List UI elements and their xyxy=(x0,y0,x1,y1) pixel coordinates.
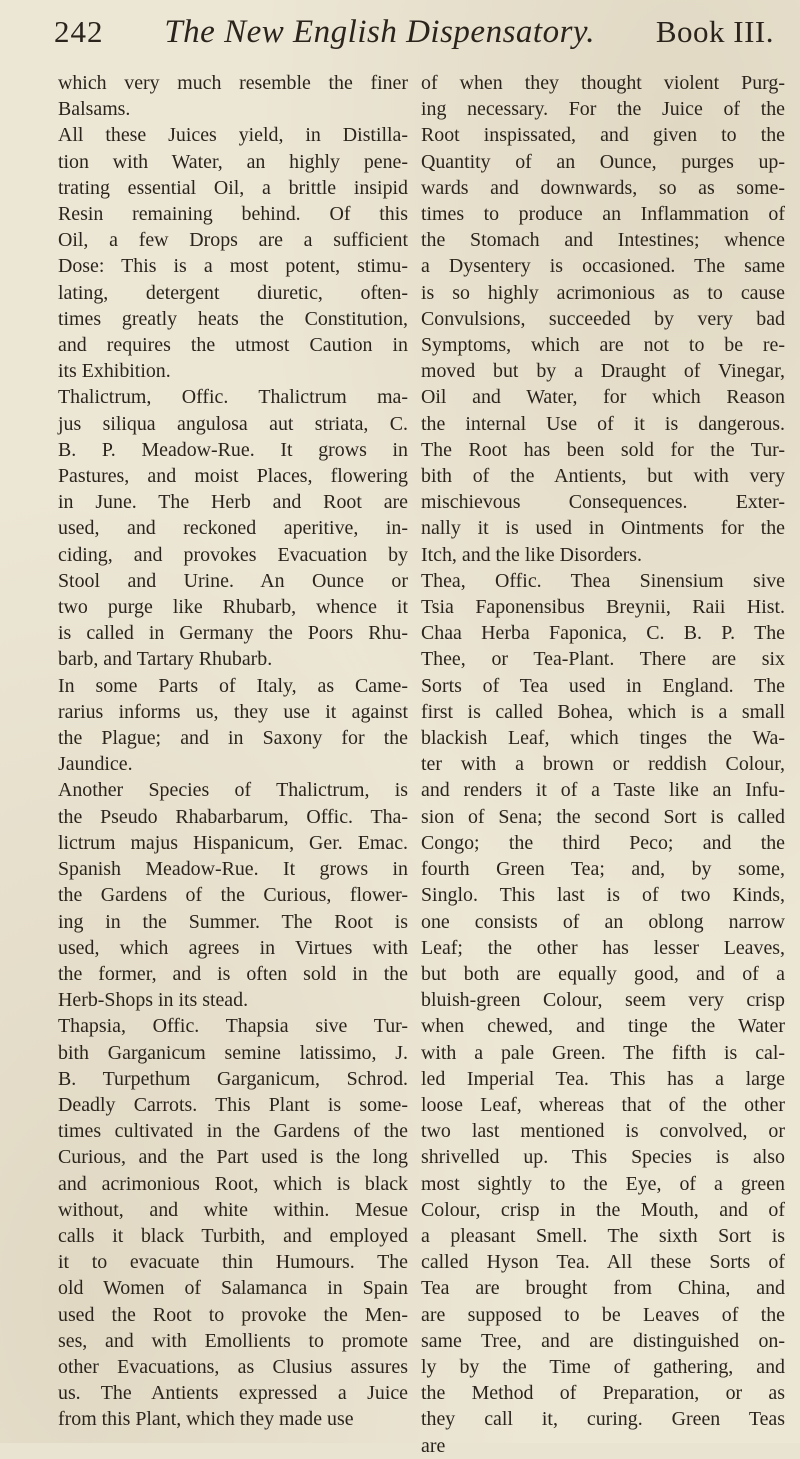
text-line: Dose: This is a most potent, stimu- xyxy=(58,255,408,278)
text-line: Colour, crisp in the Mouth, and of xyxy=(421,1198,785,1221)
text-line: of when they thought violent Purg- xyxy=(421,72,785,94)
text-line: calls it black Turbith, and employed xyxy=(58,1224,408,1247)
text-line: two purge like Rhubarb, whence it xyxy=(58,596,408,619)
text-line: wards and downwards, so as some- xyxy=(421,176,785,199)
text-line: are supposed to be Leaves of the xyxy=(421,1303,785,1326)
text-line: us. The Antients expressed a Juice xyxy=(58,1382,408,1405)
text-line: led Imperial Tea. This has a large xyxy=(421,1067,785,1090)
text-line: ter with a brown or reddish Colour, xyxy=(421,753,785,776)
text-line: ses, and with Emollients to promote xyxy=(58,1329,408,1352)
text-line: fourth Green Tea; and, by some, xyxy=(421,858,785,881)
text-line: Sorts of Tea used in England. The xyxy=(421,674,785,697)
text-line: times greatly heats the Constitution, xyxy=(58,307,408,330)
text-line: and renders it of a Taste like an Infu- xyxy=(421,779,785,802)
text-line: jus siliqua angulosa aut striata, C. xyxy=(58,412,408,435)
text-line: but both are equally good, and of a xyxy=(421,962,785,985)
text-line: are xyxy=(421,1434,446,1457)
text-line: and requires the utmost Caution in xyxy=(58,334,408,357)
text-line: ciding, and provokes Evacuation by xyxy=(58,543,408,566)
text-line: times to produce an Inflammation of xyxy=(421,203,785,226)
text-line: Thee, or Tea-Plant. There are six xyxy=(421,648,785,671)
text-line: trating essential Oil, a brittle insipid xyxy=(58,176,408,199)
text-line: a Dysentery is occasioned. The same xyxy=(421,255,785,278)
text-line: sion of Sena; the second Sort is called xyxy=(421,805,785,828)
text-line: ly by the Time of gathering, and xyxy=(421,1355,785,1378)
text-line: In some Parts of Italy, as Came- xyxy=(58,674,408,697)
text-line: Root inspissated, and given to the xyxy=(421,124,785,147)
text-line: lictrum majus Hispanicum, Ger. Emac. xyxy=(58,831,408,854)
text-line: Balsams. xyxy=(58,98,131,121)
text-line: most sightly to the Eye, of a green xyxy=(421,1172,785,1195)
text-line: is called in Germany the Poors Rhu- xyxy=(58,622,408,645)
text-line: the internal Use of it is dangerous. xyxy=(421,412,785,435)
text-line: Congo; the third Peco; and the xyxy=(421,831,785,854)
text-line: Thea, Offic. Thea Sinensium sive xyxy=(421,569,785,592)
text-line: same Tree, and are distinguished on- xyxy=(421,1329,785,1352)
text-line: bluish-green Colour, seem very crisp xyxy=(421,989,785,1012)
text-line: The Root has been sold for the Tur- xyxy=(421,438,785,461)
text-line: B. Turpethum Garganicum, Schrod. xyxy=(58,1067,408,1090)
text-line: Pastures, and moist Places, flowering xyxy=(58,465,408,488)
book-number: Book III. xyxy=(655,14,774,49)
text-line: B. P. Meadow-Rue. It grows in xyxy=(58,438,408,461)
text-line: the Pseudo Rhabarbarum, Offic. Tha- xyxy=(58,805,408,828)
right-column xyxy=(421,70,785,1457)
text-line: Leaf; the other has lesser Leaves, xyxy=(421,936,785,959)
text-line: loose Leaf, whereas that of the other xyxy=(421,1093,785,1116)
text-line: old Women of Salamanca in Spain xyxy=(58,1277,408,1300)
text-line: without, and white within. Mesue xyxy=(58,1198,408,1221)
text-line: Tea are brought from China, and xyxy=(421,1277,785,1300)
text-line: times cultivated in the Gardens of the xyxy=(58,1120,408,1143)
text-line: from this Plant, which they made use xyxy=(58,1408,354,1431)
text-line: other Evacuations, as Clusius assures xyxy=(58,1355,408,1378)
text-line: Thalictrum, Offic. Thalictrum ma- xyxy=(58,386,408,409)
text-line: first is called Bohea, which is a small xyxy=(421,700,785,723)
text-line: ing necessary. For the Juice of the xyxy=(421,98,785,121)
text-line: the former, and is often sold in the xyxy=(58,962,408,985)
text-line: called Hyson Tea. All these Sorts of xyxy=(421,1251,785,1274)
text-line: Singlo. This last is of two Kinds, xyxy=(421,884,785,907)
text-line: Tsia Faponensibus Breynii, Raii Hist. xyxy=(421,596,785,619)
text-line: Stool and Urine. An Ounce or xyxy=(58,569,408,592)
text-line: the Plague; and in Saxony for the xyxy=(58,727,408,750)
text-line: the Gardens of the Curious, flower- xyxy=(58,884,408,907)
text-line: mischievous Consequences. Exter- xyxy=(421,491,785,514)
text-line: is so highly acrimonious as to cause xyxy=(421,281,785,304)
text-line: which very much resemble the finer xyxy=(58,72,408,94)
left-column xyxy=(58,70,408,1430)
text-line: shrivelled up. This Species is also xyxy=(421,1146,785,1169)
text-line: blackish Leaf, which tinges the Wa- xyxy=(421,727,785,750)
text-line: its Exhibition. xyxy=(58,360,171,383)
text-line: tion with Water, an highly pene- xyxy=(58,150,408,173)
text-line: Symptoms, which are not to be re- xyxy=(421,334,785,357)
text-line: ing in the Summer. The Root is xyxy=(58,910,408,933)
text-line: Another Species of Thalictrum, is xyxy=(58,779,408,802)
text-line: bith of the Antients, but with very xyxy=(421,465,785,488)
text-line: Herb-Shops in its stead. xyxy=(58,989,249,1012)
text-line: Deadly Carrots. This Plant is some- xyxy=(58,1093,408,1116)
text-line: the Stomach and Intestines; whence xyxy=(421,229,785,252)
text-line: when chewed, and tinge the Water xyxy=(421,1015,785,1038)
text-line: rarius informs us, they use it against xyxy=(58,700,408,723)
running-title: The New English Dispensatory. xyxy=(164,14,596,50)
text-line: Curious, and the Part used is the long xyxy=(58,1146,408,1169)
text-line: Oil, a few Drops are a sufficient xyxy=(58,229,408,252)
text-line: bith Garganicum semine latissimo, J. xyxy=(58,1041,408,1064)
page-header xyxy=(54,14,774,70)
text-line: Quantity of an Ounce, purges up- xyxy=(421,150,785,173)
page-number: 242 xyxy=(54,14,104,49)
text-line: Convulsions, succeeded by very bad xyxy=(421,307,785,330)
text-line: Oil and Water, for which Reason xyxy=(421,386,785,409)
text-line: the Method of Preparation, or as xyxy=(421,1382,785,1405)
text-line: Chaa Herba Faponica, C. B. P. The xyxy=(421,622,785,645)
text-line: lating, detergent diuretic, often- xyxy=(58,281,408,304)
text-line: Resin remaining behind. Of this xyxy=(58,203,408,226)
text-line: two last mentioned is convolved, or xyxy=(421,1120,785,1143)
text-line: barb, and Tartary Rhubarb. xyxy=(58,648,273,671)
text-line: it to evacuate thin Humours. The xyxy=(58,1251,408,1274)
text-line: nally it is used in Ointments for the xyxy=(421,517,785,540)
text-line: Spanish Meadow-Rue. It grows in xyxy=(58,858,408,881)
text-line: they call it, curing. Green Teas xyxy=(421,1408,785,1431)
text-line: Itch, and the like Disorders. xyxy=(421,543,642,566)
text-line: used, and reckoned aperitive, in- xyxy=(58,517,408,540)
text-line: Thapsia, Offic. Thapsia sive Tur- xyxy=(58,1015,408,1038)
text-line: with a pale Green. The fifth is cal- xyxy=(421,1041,785,1064)
text-line: a pleasant Smell. The sixth Sort is xyxy=(421,1224,785,1247)
text-line: moved but by a Draught of Vinegar, xyxy=(421,360,785,383)
text-line: and acrimonious Root, which is black xyxy=(58,1172,408,1195)
text-line: used, which agrees in Virtues with xyxy=(58,936,408,959)
text-line: in June. The Herb and Root are xyxy=(58,491,408,514)
text-line: Jaundice. xyxy=(58,753,133,776)
text-line: All these Juices yield, in Distilla- xyxy=(58,124,408,147)
text-line: used the Root to provoke the Men- xyxy=(58,1303,408,1326)
text-line: one consists of an oblong narrow xyxy=(421,910,785,933)
